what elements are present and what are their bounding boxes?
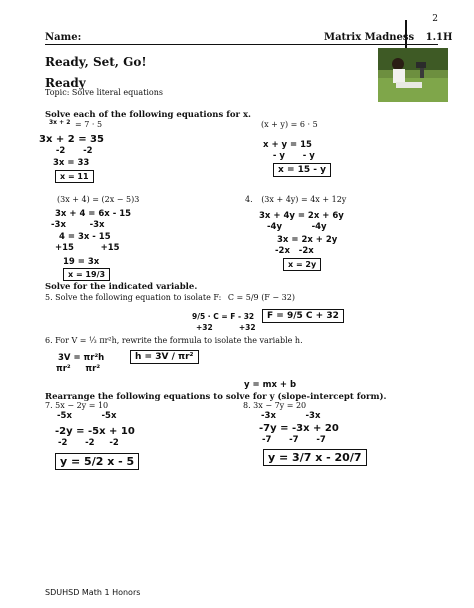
problem-5-text: [45, 293, 295, 302]
p7-work-line-1: -5x -5x: [57, 411, 117, 421]
p4-label: [245, 195, 346, 204]
p4-work-line-1: 3x + 4y = 2x + 6y: [259, 211, 344, 221]
p3-work-line-1: 3x + 4 = 6x - 15: [55, 209, 132, 219]
p4-answer: x = 2y: [283, 258, 321, 271]
p6-text: 6. For V = ⅓ πr²h, rewrite the formula to isolate the variable h.: [45, 336, 303, 345]
p6-answer: h = 3V / πr²: [130, 350, 199, 364]
p3-work-line-2: -3x -3x: [51, 220, 105, 230]
footer-text: SDUHSD Math 1 Honors: [45, 588, 141, 597]
p5-answer: F = 9/5 C + 32: [262, 309, 344, 323]
p5-formula: C = 5/9 (F − 32): [227, 293, 295, 302]
p1-work-line-3: 3x = 33: [53, 158, 90, 168]
p1-printed: = 7 · 5: [75, 120, 103, 129]
p4-number: 4.: [245, 195, 253, 204]
p5-work-line-1: 9/5 · C = F - 32: [192, 312, 255, 321]
p4-work-line-4: -2x -2x: [275, 246, 314, 256]
p1-work-line-2: -2 -2: [47, 146, 93, 156]
p4-printed: (3x + 4y) = 4x + 12y: [261, 195, 347, 204]
p3-printed: (3x + 4) = (2x − 5)3: [57, 195, 140, 204]
p1-fraction-top: 3x + 2: [49, 119, 71, 126]
p3-work-line-5: 19 = 3x: [63, 257, 100, 267]
instructions-solve-x: Solve each of the following equations for x.: [45, 110, 251, 120]
p8-work-line-3: -7 -7 -7: [259, 435, 326, 445]
instructions-indicated-variable: Solve for the indicated variable.: [45, 282, 198, 292]
p7-work-line-3: -2 -2 -2: [55, 438, 119, 448]
page-title: Ready, Set, Go!: [45, 55, 147, 69]
section-code: 1.1H: [425, 32, 453, 43]
p2-work-line-2: - y - y: [267, 151, 315, 161]
header-divider: [405, 20, 407, 50]
p2-answer: x = 15 - y: [273, 163, 331, 177]
p7-work-line-2: -2y = -5x + 10: [55, 426, 135, 437]
p4-work-line-2: -4y -4y: [267, 222, 327, 232]
topic-line: Topic: Solve literal equations: [45, 88, 163, 97]
p6-work-line-2: πr² πr²: [56, 364, 101, 374]
p5-work-line-2: +32 +32: [196, 323, 256, 332]
instructions-rearrange: Rearrange the following equations to solve for y (slope-intercept form).: [45, 392, 387, 402]
p7-answer: y = 5/2 x - 5: [55, 453, 139, 470]
p8-work-line-2: -7y = -3x + 20: [259, 423, 339, 434]
p3-work-line-3: 4 = 3x - 15: [59, 232, 111, 242]
page-number: 2: [432, 14, 438, 24]
p8-text: 8. 3x − 7y = 20: [243, 401, 307, 410]
ready-heading: Ready: [45, 76, 86, 90]
p2-work-line-1: x + y = 15: [263, 140, 312, 150]
p3-answer: x = 19/3: [63, 268, 110, 281]
p2-printed: (x + y) = 6 · 5: [261, 120, 318, 129]
header-title: [324, 32, 452, 43]
p1-work-line-1: 3x + 2 = 35: [39, 134, 104, 145]
p8-answer: y = 3/7 x - 20/7: [263, 449, 367, 466]
p6-work-line-1: 3V = πr²h: [58, 353, 105, 363]
p3-work-line-4: +15 +15: [55, 243, 120, 253]
slope-intercept-note: y = mx + b: [244, 380, 297, 390]
p7-text: 7. 5x − 2y = 10: [45, 401, 109, 410]
p5-text: 5. Solve the following equation to isolate F:: [45, 293, 222, 302]
name-label: Name:: [45, 32, 82, 43]
girl-photo: [378, 48, 448, 102]
header-rule: [45, 44, 438, 45]
p4-work-line-3: 3x = 2x + 2y: [277, 235, 338, 245]
p1-answer: x = 11: [55, 170, 94, 183]
p8-work-line-1: -3x -3x: [261, 411, 321, 421]
header-title-text: Matrix Madness: [324, 32, 415, 43]
